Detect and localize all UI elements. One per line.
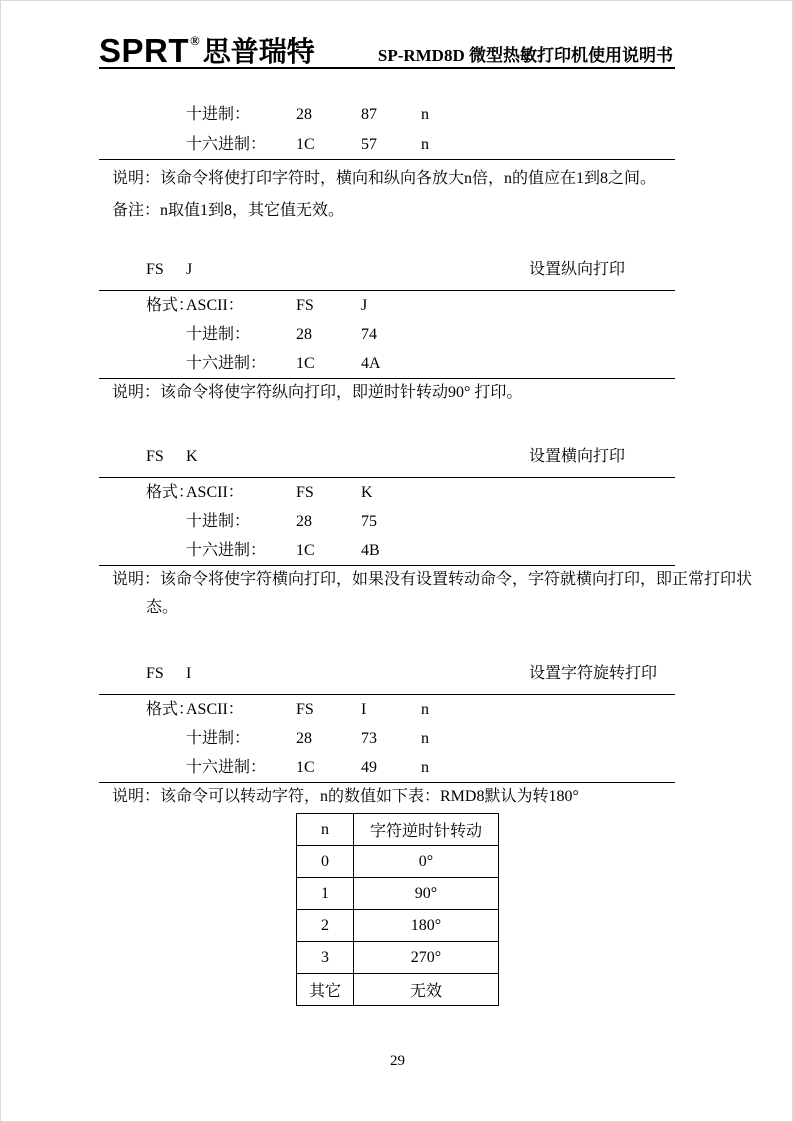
format-row (99, 536, 715, 565)
command-description (99, 783, 739, 811)
row-prefix: 格式： (146, 701, 195, 718)
table-row (297, 942, 499, 974)
page-number: 29 (390, 1053, 405, 1069)
description-line: 说明：该命令将使字符横向打印，如果没有设置转动命令，字符就横向打印，即正常打印状 (112, 571, 753, 588)
description-line: 态。 (146, 599, 179, 616)
row-prefix (146, 753, 186, 782)
row-value-2: I (361, 701, 367, 718)
cell-n: 0 (297, 846, 354, 878)
row-value-3 (421, 291, 715, 320)
row-value-2: K (361, 484, 373, 501)
format-row (99, 478, 715, 507)
format-row (99, 695, 715, 724)
row-value-1: 1C (296, 355, 315, 372)
description-line: 说明：该命令将使字符纵向打印，即逆时针转动90° 打印。 (112, 384, 523, 401)
row-prefix (146, 724, 186, 753)
table-row (297, 878, 499, 910)
row-prefix: 格式： (146, 484, 195, 501)
row-value-1: 1C (296, 542, 315, 559)
page-header (99, 33, 675, 69)
row-value-1: 1C (296, 759, 315, 776)
row-value-3 (421, 349, 715, 378)
row-value-3: n (421, 759, 429, 776)
row-label: 十进制： (186, 730, 251, 747)
row-value-1: 28 (296, 513, 312, 530)
command-code: FS (146, 665, 164, 682)
command-heading (99, 446, 715, 468)
row-value-3: n (421, 136, 429, 153)
format-row (99, 100, 715, 130)
column-header-n: n (297, 814, 354, 846)
row-value-1: FS (296, 297, 314, 314)
row-prefix (146, 507, 186, 536)
row-prefix (146, 100, 186, 130)
table-row (297, 974, 499, 1006)
cell-rotation: 无效 (354, 974, 499, 1006)
row-value-2: J (361, 297, 368, 314)
command-heading (99, 259, 715, 281)
row-label: 十六进制： (186, 542, 267, 559)
cell-rotation: 270° (354, 942, 499, 974)
format-table (99, 478, 715, 565)
cell-rotation: 180° (354, 910, 499, 942)
row-label: ASCII： (186, 701, 244, 718)
command-param: I (186, 665, 192, 682)
brand-logo-latin: SPRT (99, 32, 190, 69)
row-label: 十六进制： (186, 355, 267, 372)
row-value-2: 4B (361, 542, 380, 559)
cell-rotation: 90° (354, 878, 499, 910)
command-description (99, 379, 739, 407)
row-value-1: 1C (296, 136, 315, 153)
row-value-1: 28 (296, 730, 312, 747)
row-label: 十进制： (186, 326, 251, 343)
row-value-1: 28 (296, 326, 312, 343)
command-description (99, 566, 753, 622)
row-label: 十六进制： (186, 759, 267, 776)
command-param: K (186, 448, 198, 465)
row-label: ASCII： (186, 484, 244, 501)
intro-note: 备注：n取值1到8，其它值无效。 (112, 202, 345, 219)
row-value-1: FS (296, 701, 314, 718)
table-row (297, 846, 499, 878)
command-section-fs-k (99, 446, 753, 626)
format-row (99, 320, 715, 349)
column-header-rotation: 字符逆时针转动 (354, 814, 499, 846)
cell-n: 其它 (297, 974, 354, 1006)
row-value-2: 57 (361, 136, 377, 153)
row-label: ASCII： (186, 297, 244, 314)
description-line: 说明：该命令可以转动字符，n的数值如下表：RMD8默认为转180° (112, 788, 579, 805)
row-prefix (146, 536, 186, 565)
row-prefix (146, 320, 186, 349)
row-value-3 (421, 320, 715, 349)
command-code: FS (146, 261, 164, 278)
row-value-2: 49 (361, 759, 377, 776)
row-prefix: 格式： (146, 297, 195, 314)
row-value-1: FS (296, 484, 314, 501)
intro-description: 说明：该命令将使打印字符时，横向和纵向各放大n倍，n的值应在1到8之间。 (112, 170, 657, 187)
cell-n: 1 (297, 878, 354, 910)
cell-n: 3 (297, 942, 354, 974)
row-value-3 (421, 507, 715, 536)
row-value-2: 75 (361, 513, 377, 530)
command-title: 设置字符旋转打印 (529, 665, 658, 682)
divider (99, 159, 675, 160)
format-table (99, 695, 715, 782)
format-row (99, 724, 715, 753)
row-label: 十进制： (186, 513, 251, 530)
row-value-2: 73 (361, 730, 377, 747)
row-value-3: n (421, 701, 429, 718)
intro-format-table (99, 100, 715, 160)
row-value-3: n (421, 106, 429, 123)
table-header-row (297, 814, 499, 846)
rotation-table (296, 813, 499, 1006)
command-heading (99, 663, 715, 685)
format-row (99, 349, 715, 378)
row-value-2: 74 (361, 326, 377, 343)
registered-trademark-icon: ® (190, 33, 200, 48)
row-label: 十进制： (186, 106, 251, 123)
row-label: 十六进制： (186, 136, 267, 153)
row-value-3: n (421, 730, 429, 747)
format-table (99, 291, 715, 378)
row-value-2: 87 (361, 106, 377, 123)
command-code: FS (146, 448, 164, 465)
cell-rotation: 0° (354, 846, 499, 878)
command-title: 设置纵向打印 (529, 261, 626, 278)
row-value-1: 28 (296, 106, 312, 123)
format-row (99, 507, 715, 536)
command-title: 设置横向打印 (529, 448, 626, 465)
table-row (297, 910, 499, 942)
row-prefix (146, 349, 186, 378)
format-row (99, 753, 715, 782)
command-section-fs-j (99, 259, 739, 439)
format-row (99, 291, 715, 320)
row-value-3 (421, 536, 715, 565)
row-value-3 (421, 478, 715, 507)
cell-n: 2 (297, 910, 354, 942)
document-title: SP-RMD8D 微型热敏打印机使用说明书 (377, 46, 673, 65)
row-prefix (146, 130, 186, 160)
command-param: J (186, 261, 193, 278)
brand-logo-chinese: 思普瑞特 (202, 37, 315, 68)
brand-logo (99, 34, 315, 67)
format-row (99, 130, 715, 160)
row-value-2: 4A (361, 355, 381, 372)
